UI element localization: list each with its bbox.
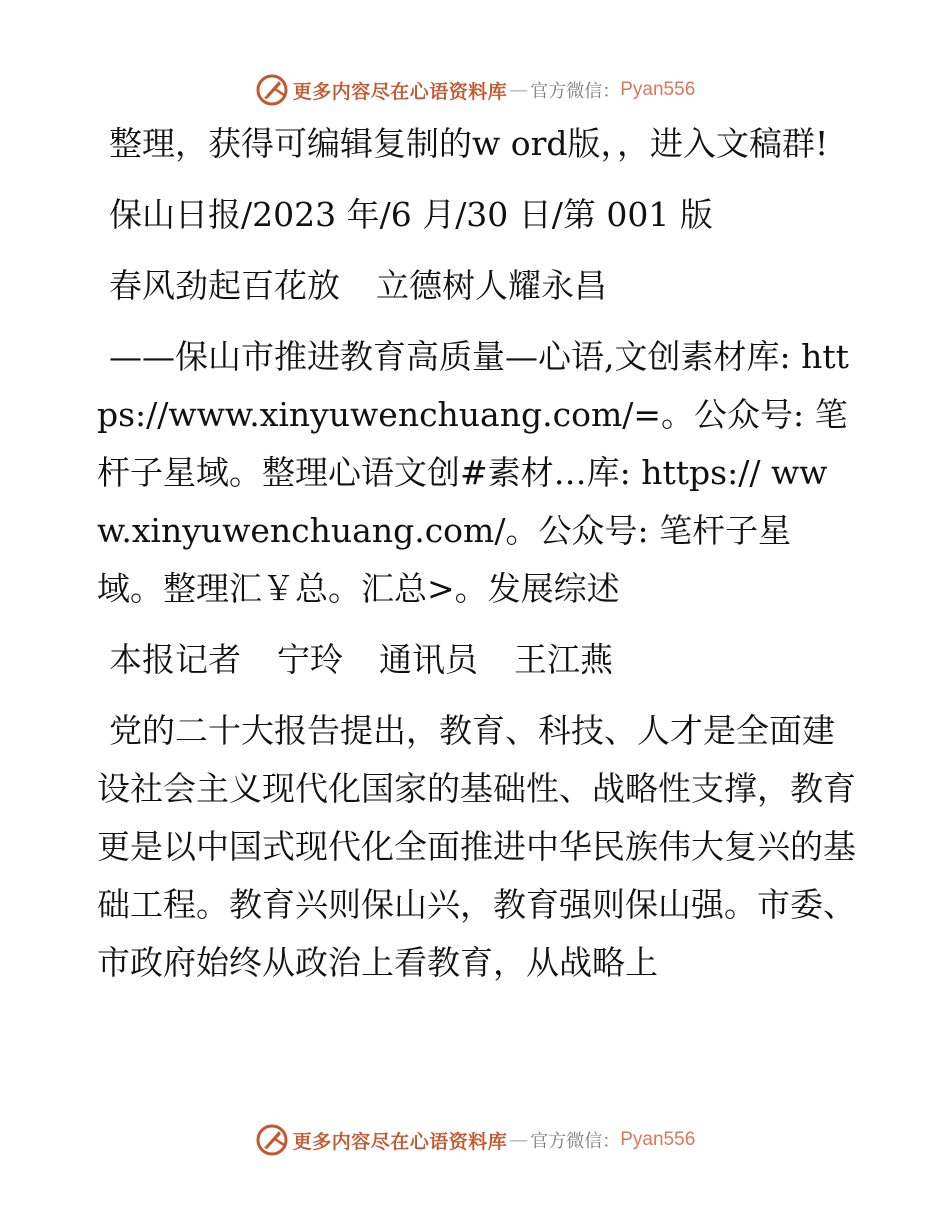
source-line: 保山日报/2023 年/6 月/30 日/第 001 版 <box>109 195 713 234</box>
reporter-name: 宁玲 <box>277 640 343 679</box>
headline-part-1: 春风劲起百花放 <box>109 266 340 305</box>
watermark-wechat-label: 官方微信： <box>530 81 621 102</box>
watermark-wechat-label: 官方微信： <box>530 1131 621 1152</box>
body-paragraph: 党的二十大报告提出，教育、科技、人才是全面建设社会主义现代化国家的基础性、战略性支撑，教育更是以中国式现代化全面推进中华民族伟大复兴的基础工程。教育兴则保山兴，教育强则保山强。市委、市政府始终从政治上看教育，从战略上 <box>97 711 856 982</box>
footer-watermark <box>0 1120 950 1160</box>
byline <box>97 631 857 689</box>
header-watermark <box>0 70 950 110</box>
correspondent-name: 王江燕 <box>514 640 613 679</box>
watermark-separator: — <box>509 79 529 101</box>
intro-paragraph: 整理，获得可编辑复制的w ord版，，进入文稿群! <box>109 124 829 163</box>
document-body <box>97 115 857 1005</box>
watermark-separator: — <box>509 1129 529 1151</box>
headline-part-2: 立德树人耀永昌 <box>376 266 607 305</box>
watermark-wechat-id: Pyan556 <box>620 1129 696 1150</box>
subheadline-paragraph: ——保山市推进教育高质量—心语,文创素材库: https://www.xinyuwenchuang.com/=。公众号: 笔杆子星域。整理心语文创#素材…库: https:// www.xinyuwenchuang.com/。公众号: 笔杆子星域。整理汇￥总。汇总>。发展综述 <box>97 337 849 608</box>
watermark-wechat-id: Pyan556 <box>620 79 696 100</box>
correspondent-label: 通讯员 <box>379 640 478 679</box>
feather-logo-icon <box>255 73 289 107</box>
watermark-site-text: 更多内容尽在心语资料库 <box>292 1130 508 1153</box>
watermark-site-text: 更多内容尽在心语资料库 <box>292 80 508 103</box>
feather-logo-icon <box>255 1123 289 1157</box>
headline <box>97 257 857 315</box>
reporter-label: 本报记者 <box>109 640 241 679</box>
